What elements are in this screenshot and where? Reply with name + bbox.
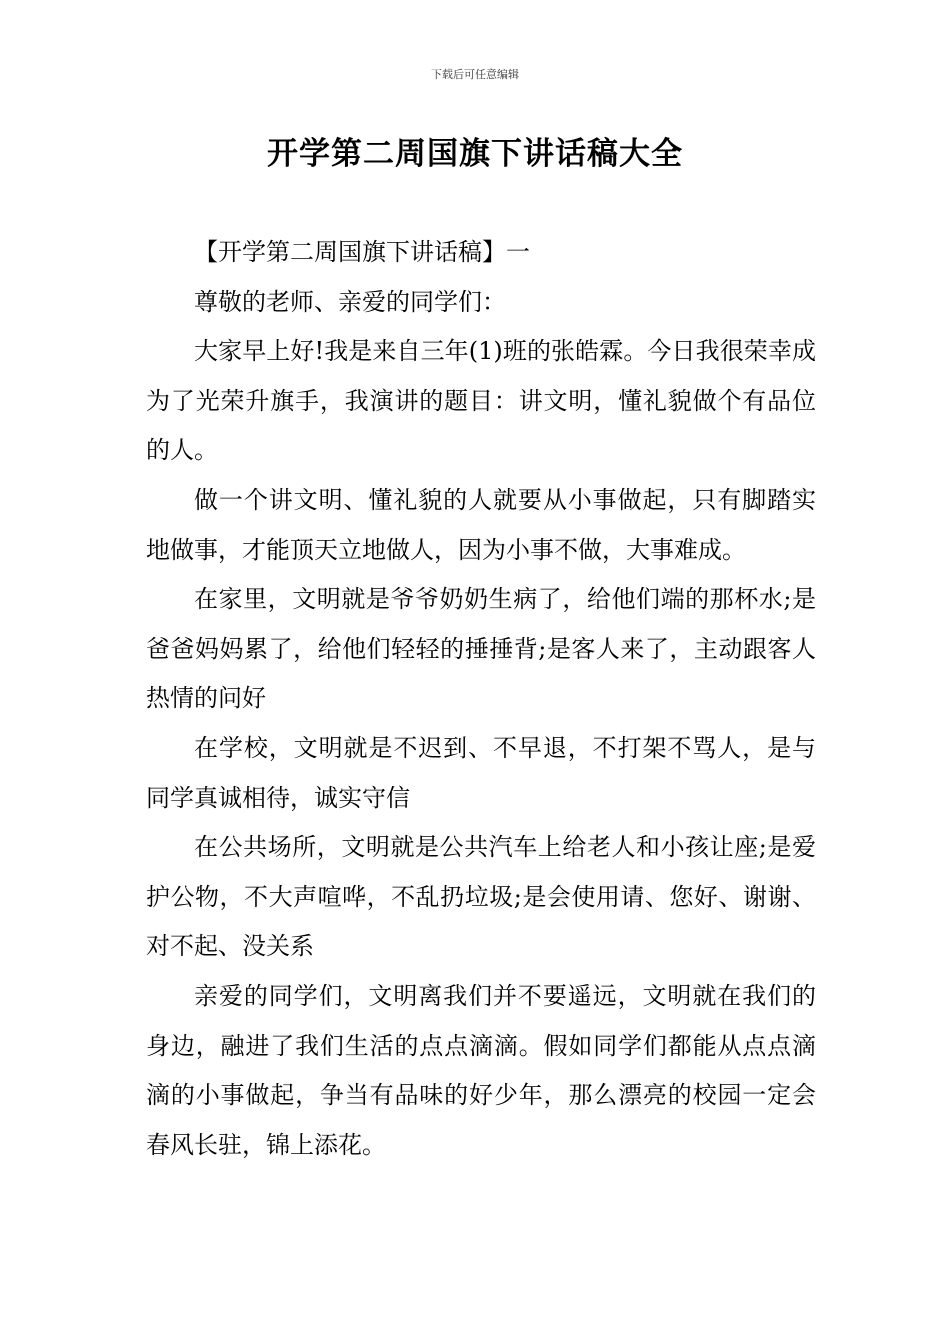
paragraph-public-places: 在公共场所，文明就是公共汽车上给老人和小孩让座;是爱护公物，不大声喧哗，不乱扔垃圾;是会使用请、您好、谢谢、对不起、没关系 (146, 833, 816, 961)
salutation: 尊敬的老师、亲爱的同学们： (194, 287, 506, 316)
paragraph-at-school: 在学校，文明就是不迟到、不早退，不打架不骂人，是与同学真诚相待，诚实守信 (146, 733, 816, 812)
section-heading: 【开学第二周国旗下讲话稿】一 (194, 238, 530, 266)
paragraph-at-home: 在家里，文明就是爷爷奶奶生病了，给他们端的那杯水;是爸爸妈妈累了，给他们轻轻的捶捶背;是客人来了，主动跟客人热情的问好 (146, 585, 816, 713)
paragraph-small-things: 做一个讲文明、懂礼貌的人就要从小事做起，只有脚踏实地做事，才能顶天立地做人，因为小事不做，大事难成。 (146, 485, 816, 564)
document-title: 开学第二周国旗下讲话稿大全 (267, 136, 683, 172)
document-body (146, 228, 816, 1170)
paragraph-closing: 亲爱的同学们，文明离我们并不要遥远，文明就在我们的身边，融进了我们生活的点点滴滴。假如同学们都能从点点滴滴的小事做起，争当有品味的好少年，那么漂亮的校园一定会春风长驻，锦上添花。 (146, 981, 816, 1159)
paragraph-greeting: 大家早上好!我是来自三年(1)班的张皓霖。今日我很荣幸成为了光荣升旗手，我演讲的题目：讲文明，懂礼貌做个有品位的人。 (146, 337, 816, 465)
page-header-note: 下载后可任意编辑 (431, 68, 519, 81)
